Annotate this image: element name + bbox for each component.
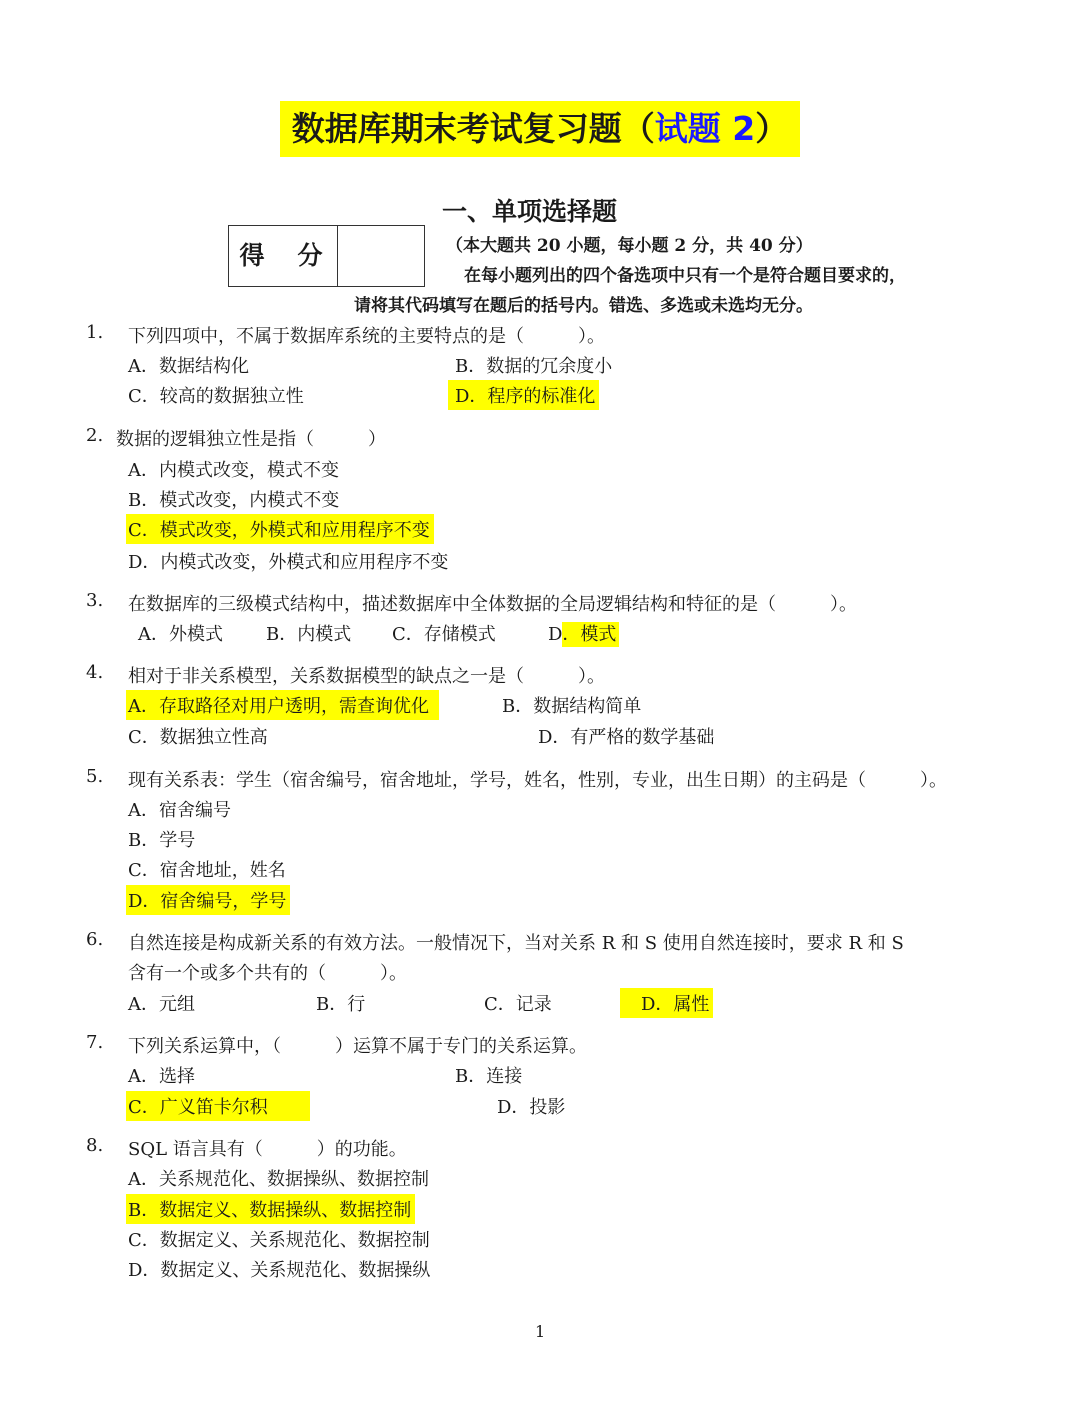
option-a: A．内模式改变，模式不变: [128, 460, 339, 481]
score-label: 得 分: [229, 226, 338, 286]
question-stem: 在数据库的三级模式结构中，描述数据库中全体数据的全局逻辑结构和特征的是（ ）。: [128, 594, 857, 615]
option-b: B．模式改变，内模式不变: [128, 490, 340, 511]
instruction-line-1: （本大题共 20 小题，每小题 2 分，共 40 分）: [446, 236, 813, 256]
question-stem: 数据的逻辑独立性是指（ ）: [116, 429, 386, 450]
option-b: B．行: [316, 994, 366, 1015]
title-close-paren: ）: [755, 109, 789, 148]
document-title: [280, 101, 800, 157]
question-stem: 下列关系运算中，（ ）运算不属于专门的关系运算。: [128, 1036, 587, 1057]
question-number: 5.: [86, 766, 104, 787]
option-c-answer: C．模式改变，外模式和应用程序不变: [126, 514, 434, 544]
option-b: B．学号: [128, 830, 196, 851]
question-number: 6.: [86, 929, 104, 950]
question-stem-continued: 含有一个或多个共有的（ ）。: [128, 963, 407, 984]
option-c: C．数据独立性高: [128, 727, 268, 748]
option-b: B．连接: [455, 1066, 523, 1087]
question-number: 1.: [86, 322, 104, 343]
question-stem: SQL 语言具有（ ）的功能。: [128, 1139, 407, 1160]
option-d-answer: D．程序的标准化: [448, 380, 599, 410]
section-title: 一、单项选择题: [442, 197, 618, 226]
question-stem: 现有关系表：学生（宿舍编号，宿舍地址，学号，姓名，性别，专业，出生日期）的主码是（ ）。: [128, 770, 947, 791]
option-b: B．内模式: [266, 624, 352, 645]
score-box: [228, 225, 425, 287]
option-d: D．有严格的数学基础: [538, 727, 715, 748]
question-number: 3.: [86, 590, 104, 611]
option-b: B．数据结构简单: [502, 696, 642, 717]
option-b-answer: B．数据定义、数据操纵、数据控制: [126, 1194, 415, 1224]
option-c-answer: C．广义笛卡尔积: [126, 1091, 310, 1121]
instruction-line-2: 在每小题列出的四个备选项中只有一个是符合题目要求的，: [464, 266, 906, 286]
option-a: A．宿舍编号: [128, 800, 231, 821]
question-stem: 相对于非关系模型，关系数据模型的缺点之一是（ ）。: [128, 666, 605, 687]
option-a: A．选择: [128, 1066, 195, 1087]
option-a: A．外模式: [138, 624, 223, 645]
option-a-answer: A．存取路径对用户透明，需查询优化: [126, 690, 439, 720]
question-stem: 下列四项中，不属于数据库系统的主要特点的是（ ）。: [128, 326, 605, 347]
option-c: C．较高的数据独立性: [128, 386, 304, 407]
option-d-answer: [548, 620, 619, 646]
option-a: A．数据结构化: [128, 356, 249, 377]
page-number: 1: [535, 1322, 546, 1341]
option-d: D．投影: [497, 1097, 566, 1118]
title-exam-number: 试题 2: [654, 109, 756, 148]
option-d-answer-text: D．模式: [548, 622, 619, 647]
option-c: C．数据定义、关系规范化、数据控制: [128, 1230, 430, 1251]
option-c: C．宿舍地址，姓名: [128, 860, 286, 881]
question-stem: 自然连接是构成新关系的有效方法。一般情况下，当对关系 R 和 S 使用自然连接时，要求 R 和 S: [128, 933, 904, 954]
option-d-answer: D．宿舍编号，学号: [126, 885, 290, 915]
question-number: 8.: [86, 1135, 104, 1156]
question-number: 7.: [86, 1032, 104, 1053]
title-main-text: 数据库期末考试复习题（: [291, 109, 655, 148]
option-d-answer: D．属性: [620, 988, 713, 1018]
option-c: C．记录: [484, 994, 552, 1015]
score-value: [338, 226, 424, 286]
option-d: D．数据定义、关系规范化、数据操纵: [128, 1260, 431, 1281]
question-number: 4.: [86, 662, 104, 683]
option-d: D．内模式改变，外模式和应用程序不变: [128, 552, 449, 573]
option-a: A．元组: [128, 994, 195, 1015]
instruction-line-3: 请将其代码填写在题后的括号内。错选、多选或未选均无分。: [354, 296, 813, 316]
question-number: 2.: [86, 425, 104, 446]
option-b: B．数据的冗余度小: [455, 356, 613, 377]
option-a: A．关系规范化、数据操纵、数据控制: [128, 1169, 429, 1190]
option-c: C．存储模式: [392, 624, 496, 645]
